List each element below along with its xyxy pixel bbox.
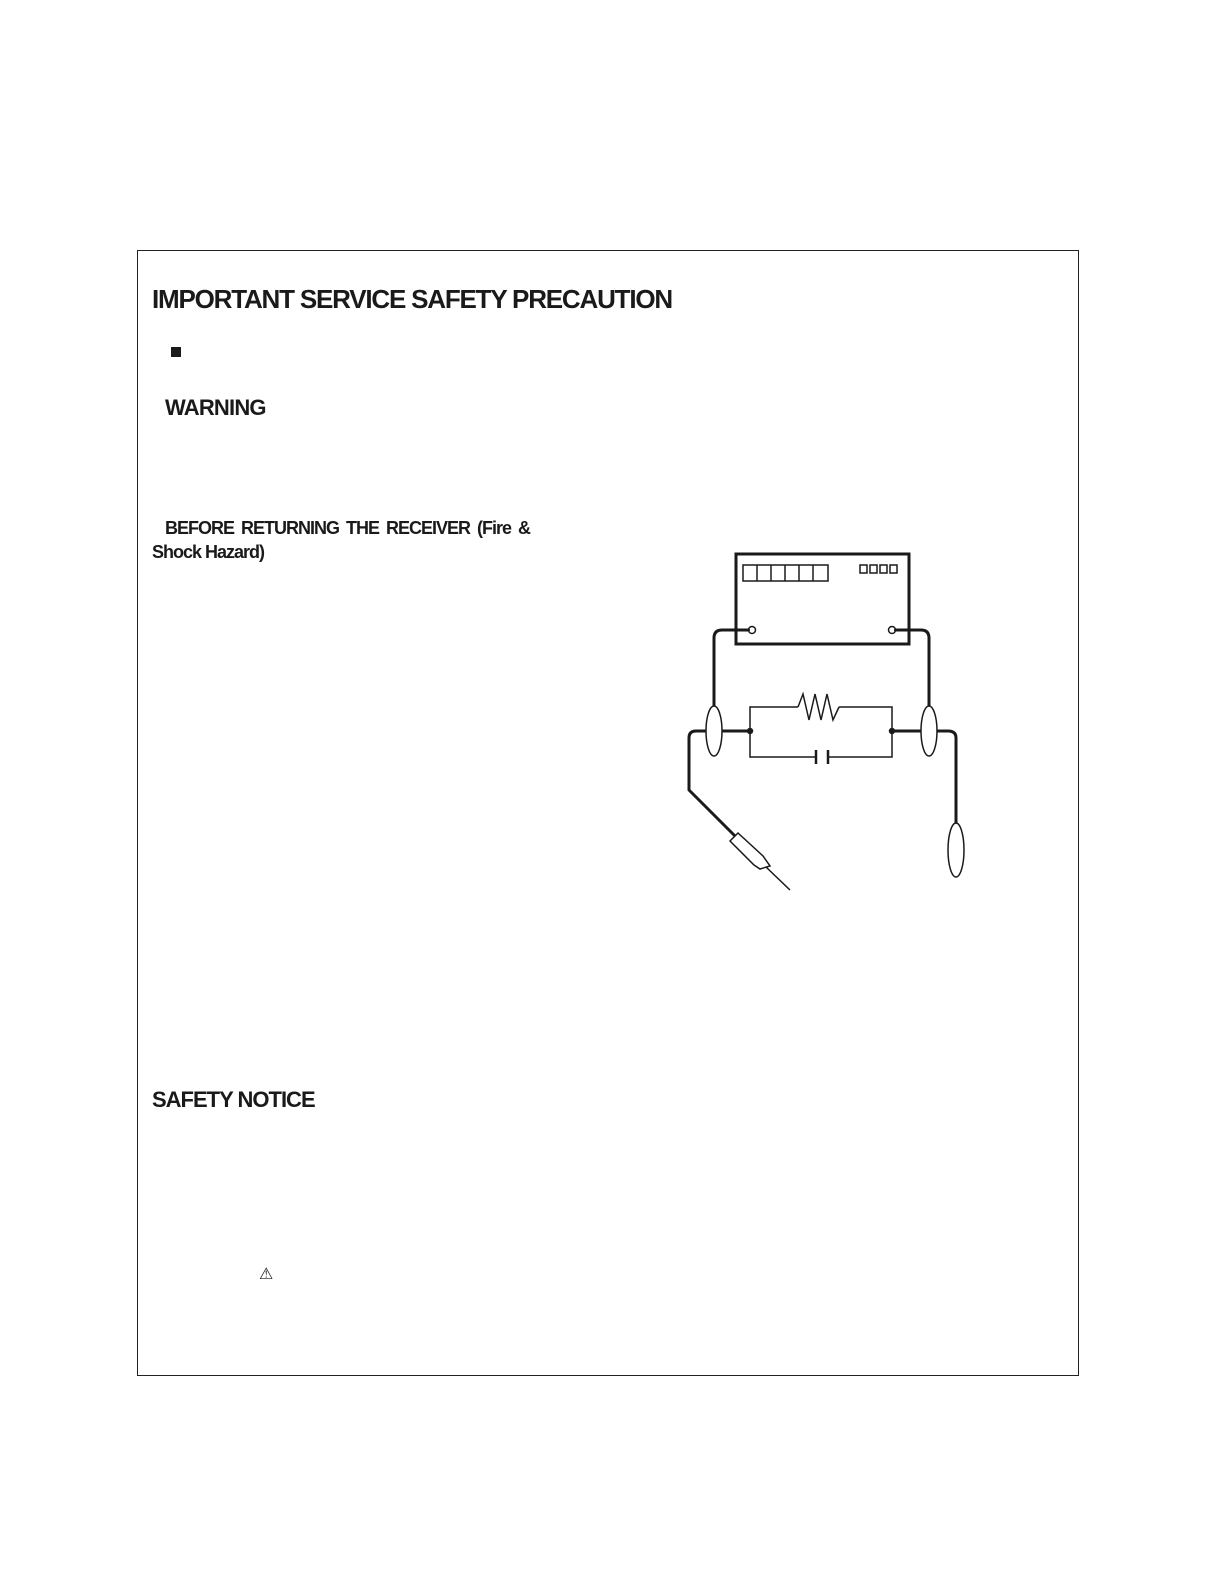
clip-left (706, 706, 722, 756)
lead-right-upper (896, 630, 930, 708)
test-leads (689, 630, 956, 837)
square-bullet-icon (171, 347, 181, 357)
warning-triangle-icon: ⚠ (259, 1264, 274, 1283)
meter-display (743, 565, 828, 581)
page-title: IMPORTANT SERVICE SAFETY PRECAUTION (152, 284, 672, 314)
before-returning-heading: BEFORE RETURNING THE RECEIVER (Fire & Shock Hazard) (152, 518, 530, 562)
network-top-wire-right (839, 707, 892, 731)
meter (736, 554, 909, 644)
probe-tip (766, 867, 790, 890)
probe (730, 833, 790, 890)
clip-right (921, 706, 937, 756)
leakage-test-diagram (680, 545, 970, 900)
lead-left-upper (714, 630, 749, 708)
meter-buttons (860, 565, 897, 573)
network-top-wire (750, 707, 798, 731)
network-bottom-wire-left (750, 731, 816, 757)
network-bottom-wire-right (828, 731, 892, 757)
probe-body (730, 833, 770, 869)
junction-right (890, 729, 895, 734)
rc-network (748, 694, 895, 764)
clip-ground (948, 823, 964, 877)
resistor (798, 694, 839, 720)
junction-left (748, 729, 753, 734)
safety-notice-heading: SAFETY NOTICE (152, 1087, 315, 1112)
lead-right-lower (936, 731, 956, 823)
meter-body (736, 554, 909, 644)
warning-heading: WARNING (165, 395, 266, 420)
